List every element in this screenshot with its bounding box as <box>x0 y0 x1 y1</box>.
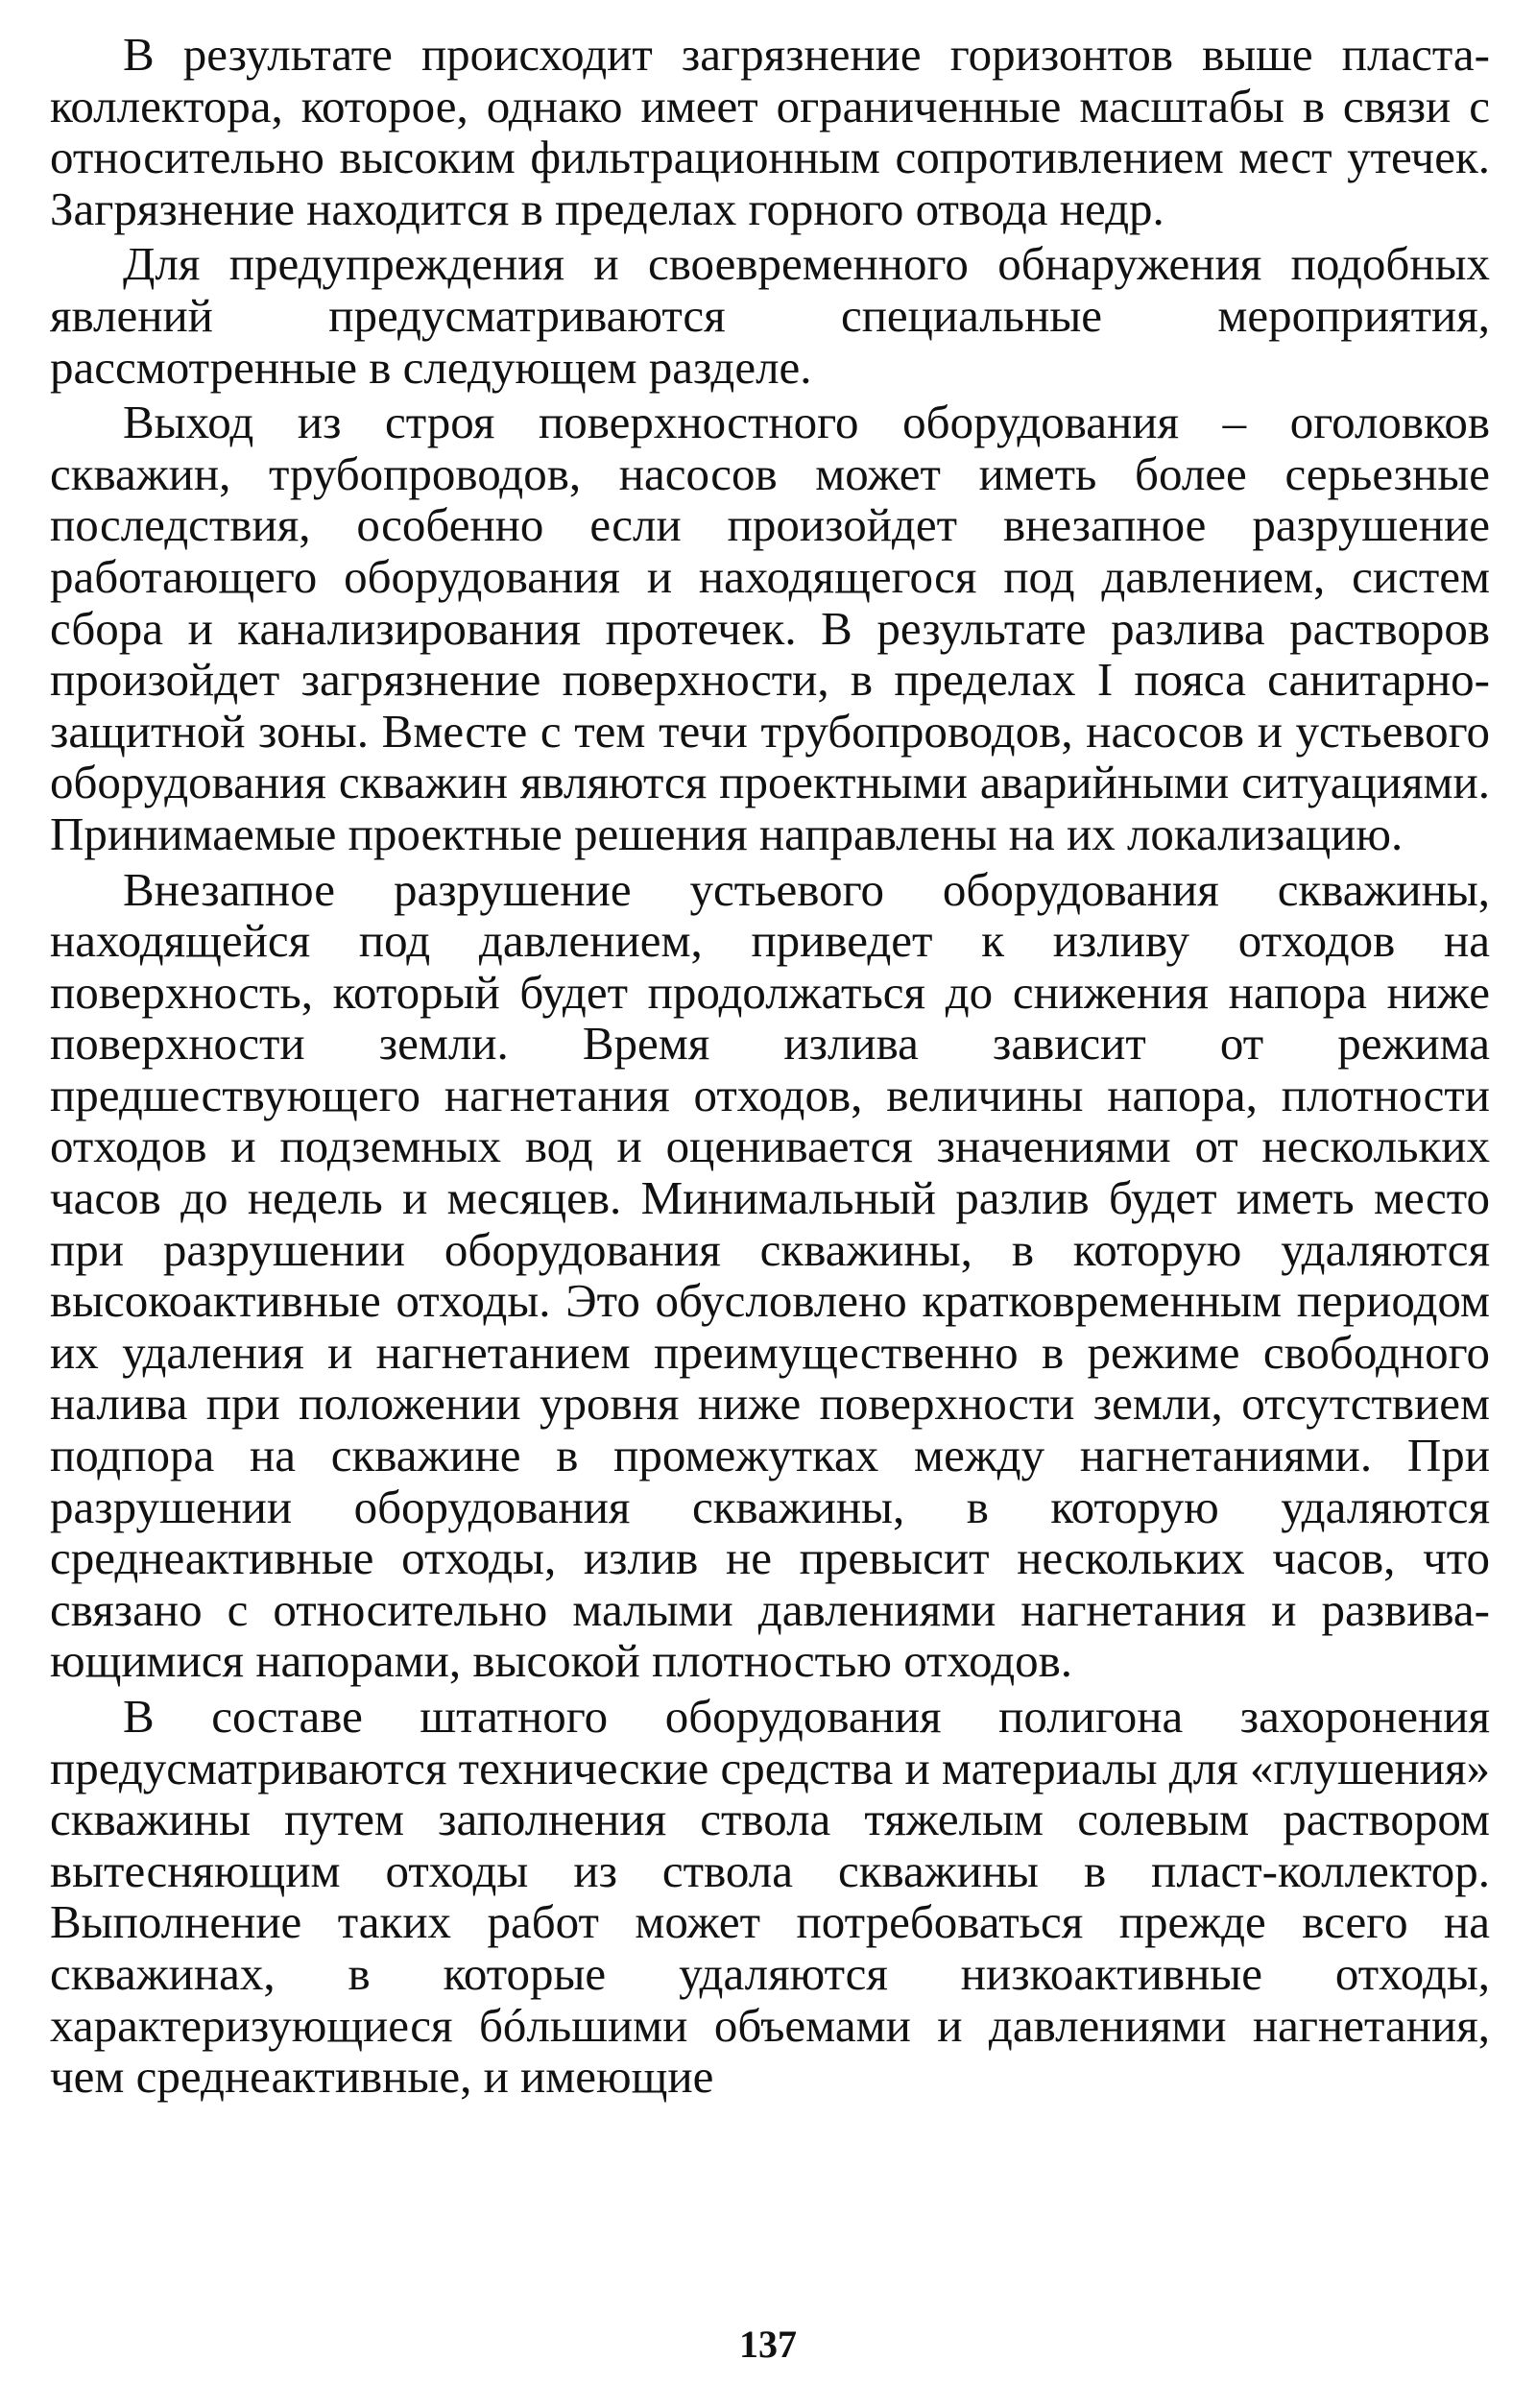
paragraph-5: В составе штатного оборудования полигона захоронения предусматриваются технические средства и материалы для «глушения» скважины путем заполнения ствола тяжелым солевым раствором вытесняющим отходы из ствола скважины в пласт-коллектор. Выполнение таких работ может потребоваться прежде всего на скважинах, в которые удаляются низкоактивные отходы, характеризующиеся бóльшими объемами и давлениями нагнетания, чем среднеактивные, и имеющие <box>50 1690 1490 2104</box>
paragraph-1: В результате происходит загрязнение горизонтов выше пласта-коллектора, которое, однако имеет ограниченные масштабы в связи с относительно высоким фильтрационным сопротивлением мест утечек. Загрязнение находится в пределах горного отвода недр. <box>50 28 1490 235</box>
page-body <box>50 29 1490 2107</box>
paragraph-4: Внезапное разрушение устьевого оборудования скважины, находящейся под давлением, приведет к изливу отходов на поверхность, который будет продолжаться до снижения напора ниже поверхности земли. Время излива зависит от режима предшествующего нагнетания отходов, величины напора, плотности отходов и подземных вод и оценивается значениями от нескольких часов до недель и месяцев. Минимальный разлив будет иметь место при разрушении оборудования скважины, в которую удаляются высокоактивные отходы. Это обусловлено кратковременным периодом их удаления и нагнетанием преимущественно в режиме свободного налива при положении уровня ниже поверхности земли, отсутствием подпора на скважине в промежутках между нагнетаниями. При разрушении оборудования скважины, в которую удаляются среднеактивные отходы, излив не превысит нескольких часов, что связано с относительно малыми давлениями нагнетания и развивающимися напорами, высокой плотностью отходов. <box>50 862 1490 1688</box>
paragraph-2: Для предупреждения и своевременного обнаружения подобных явлений предусматриваются специальные мероприятия, рассмотренные в следующем разделе. <box>50 237 1490 394</box>
page-number: 137 <box>739 2323 797 2366</box>
paragraph-3: Выход из строя поверхностного оборудования – оголовков скважин, трубопроводов, насосов может иметь более серьезные последствия, особенно если произойдет внезапное разрушение работающего оборудования и находящегося под давлением, систем сбора и канализирования протечек. В результате разлива растворов произойдет загрязнение поверхности, в пределах I пояса санитарно-защитной зоны. Вместе с тем течи трубопроводов, насосов и устьевого оборудования скважин являются проектными аварийными ситуациями. Принимаемые проектные решения направлены на их локализацию. <box>50 396 1490 860</box>
